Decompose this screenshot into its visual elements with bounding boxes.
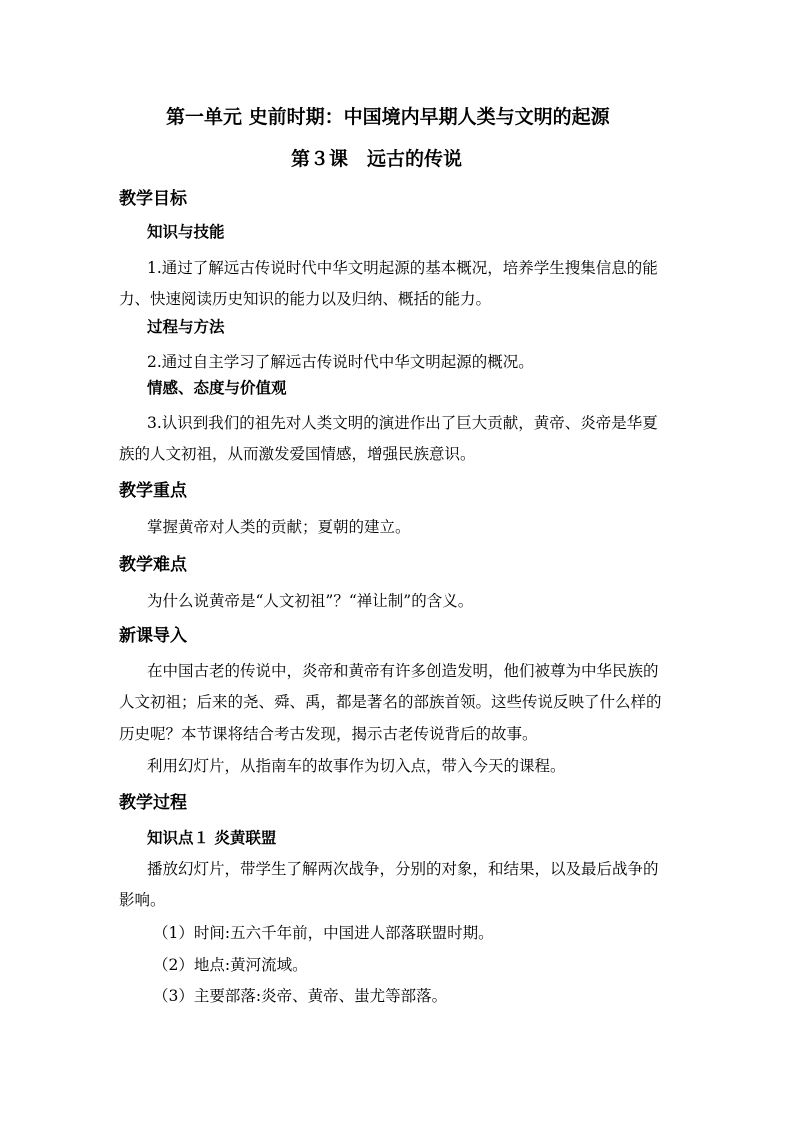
unit-title: 第一单元 史前时期：中国境内早期人类与文明的起源 bbox=[166, 106, 610, 128]
subheading-attitude: 情感、态度与价值观 bbox=[147, 378, 287, 397]
subheading-knowledge: 知识与技能 bbox=[147, 222, 225, 241]
section-heading-difficulties: 教学难点 bbox=[119, 555, 187, 575]
paragraph-line: 力、快速阅读历史知识的能力以及归纳、概括的能力。 bbox=[119, 290, 492, 308]
section-heading-introduction: 新课导入 bbox=[119, 626, 187, 646]
paragraph-line: 历史呢？本节课将结合考古发现，揭示古老传说背后的故事。 bbox=[119, 725, 538, 743]
section-heading-key-points: 教学重点 bbox=[119, 481, 187, 501]
paragraph-line: 影响。 bbox=[119, 891, 166, 909]
list-item: （3）主要部落:炎帝、黄帝、蚩尤等部落。 bbox=[153, 987, 448, 1005]
paragraph-line: 族的人文初祖，从而激发爱国情感，增强民族意识。 bbox=[119, 445, 476, 463]
subheading-process: 过程与方法 bbox=[147, 317, 225, 336]
paragraph-line: 3.认识到我们的祖先对人类文明的演进作出了巨大贡献，黄帝、炎帝是华夏 bbox=[147, 414, 658, 432]
paragraph-line: 在中国古老的传说中，炎帝和黄帝有许多创造发明，他们被尊为中华民族的 bbox=[147, 662, 659, 680]
paragraph-line: 播放幻灯片，带学生了解两次战争，分别的对象，和结果，以及最后战争的 bbox=[147, 860, 659, 878]
paragraph-line: 人文初祖；后来的尧、舜、禹，都是著名的部族首领。这些传说反映了什么样的 bbox=[119, 693, 662, 711]
section-heading-process: 教学过程 bbox=[119, 793, 187, 813]
list-item: （1）时间:五六千年前，中国进人部落联盟时期。 bbox=[153, 924, 494, 942]
paragraph-line: 2.通过自主学习了解远古传说时代中华文明起源的概况。 bbox=[147, 353, 534, 371]
list-item: （2）地点:黄河流域。 bbox=[153, 956, 308, 974]
paragraph-line: 利用幻灯片，从指南车的故事作为切入点，带入今天的课程。 bbox=[147, 757, 566, 775]
paragraph-line: 为什么说黄帝是“人文初祖”？“禅让制”的含义。 bbox=[147, 592, 474, 610]
subheading-point1: 知识点１ 炎黄联盟 bbox=[147, 828, 277, 847]
paragraph-line: 1.通过了解远古传说时代中华文明起源的基本概况，培养学生搜集信息的能 bbox=[147, 259, 658, 277]
section-heading-objectives: 教学目标 bbox=[119, 189, 187, 209]
paragraph-line: 掌握黄帝对人类的贡献；夏朝的建立。 bbox=[147, 518, 411, 536]
lesson-title: 第３课 远古的传说 bbox=[291, 148, 463, 170]
